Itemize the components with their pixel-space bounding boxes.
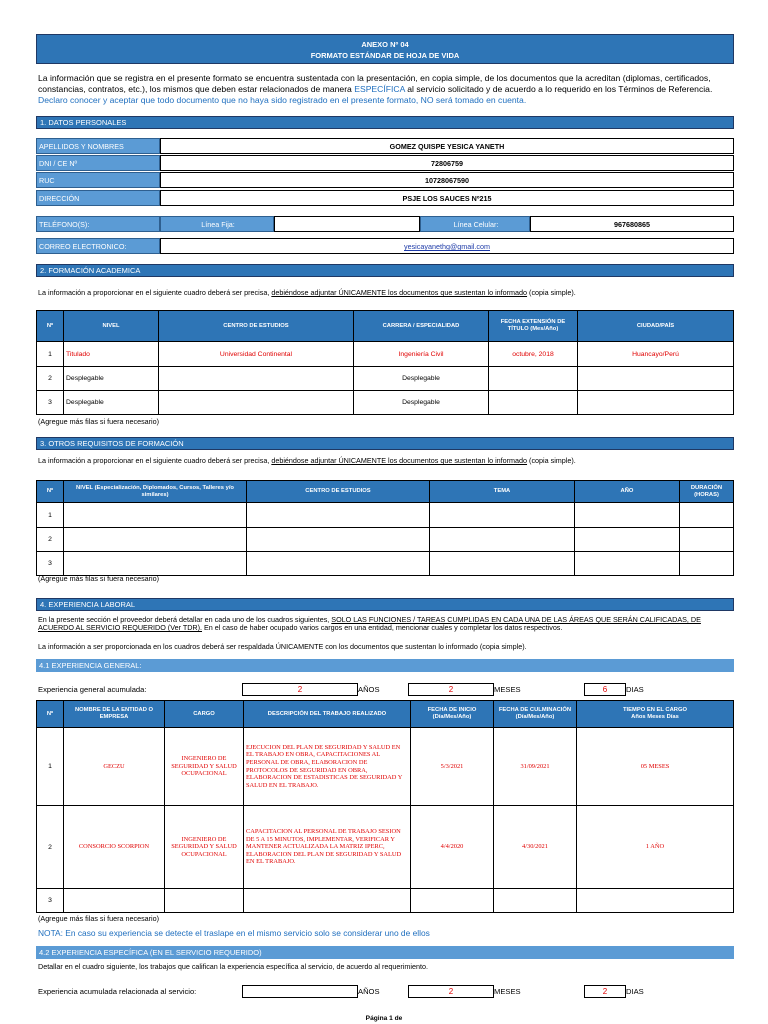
- table-row: 3 Desplegable Desplegable: [37, 391, 734, 415]
- linea-celular-value[interactable]: 967680865: [530, 216, 734, 232]
- experiencia-paragraph-1: En la presente sección el proveedor deberá detallar en cada uno de los cuadros siguientes, SOLO LAS FUNCIONES / TAREAS CUMPLIDAS EN CADA UNA DE LAS ÁREAS QUE SERÁN CALIFICADAS, DE ACUERDO AL SERVICIO REQUERIDO (Ver TDR). En el caso de haber ocupado varios cargos en una entidad, mencionar cuales y completar los datos respectivos.: [38, 615, 701, 633]
- traslape-note: NOTA: En caso su experiencia se detecte el traslape en el mismo servicio solo se considerar uno de ellos: [38, 928, 430, 938]
- dias-input[interactable]: 6: [584, 683, 626, 696]
- ruc-label: RUC: [36, 172, 160, 188]
- especifica-note: Detallar en el cuadro siguiente, los trabajos que califican la experiencia específica al servicio, de acuerdo al requerimiento.: [38, 962, 428, 971]
- table-row: 1 Titulado Universidad Continental Ingeniería Civil octubre, 2018 Huancayo/Perú: [37, 342, 734, 367]
- formacion-footer: (Agregue más filas si fuera necesario): [38, 417, 160, 426]
- anos-label: AÑOS: [358, 685, 380, 694]
- dias2-input[interactable]: 2: [584, 985, 626, 998]
- meses-label: MESES: [494, 685, 521, 694]
- email-link[interactable]: yesicayanethg@gmail.com: [404, 242, 490, 251]
- experiencia-general-table: Nº NOMBRE DE LA ENTIDAD O EMPRESA CARGO DESCRIPCIÓN DEL TRABAJO REALIZADO FECHA DE INICIO (Día/Mes/Año) FECHA DE CULMINACIÓN (Día/Mes/Año) TIEMPO EN EL CARGO Años Meses Días 1 GECZU INGENIERO DE SEGURIDAD Y SALUD OCUPACIONAL EJECUCION DEL PLAN DE SEGURIDAD Y SALUD EN EL TRABAJO EN OBRA, CAPACITACIONES AL PERSONAL DE OBRA, ELABORACION DE PROTOCOLOS DE SEGURIDAD EN OBRA, ELABORACION DE ESTADISTICAS DE SEGURIDAD Y SALUD EN EL TRABAJO. 5/3/2021 31/09/2021 05 MESES 2 CONSORCIO SCORPION INGENIERO DE SEGURIDAD Y SALUD OCUPACIONAL CAPACITACION AL PERSONAL DE TRABAJO SESION DE 5 A 15 MINUTOS, IMPLEMENTAR, VERIFICAR Y MANTENER ACTUALIZADA LA MATRIZ IPERC, ELABORACION DEL PLAN DE SEGURIDAD Y SALUD EN EL TRABAJO. 4/4/2020 4/30/2021 1 AÑO 3: [36, 700, 734, 913]
- meses-input[interactable]: 2: [408, 683, 494, 696]
- ruc-value[interactable]: 10728067590: [160, 172, 734, 188]
- formacion-note: La información a proporcionar en el siguiente cuadro deberá ser precisa, debiéndose adjuntar ÚNICAMENTE los documentos que sustentan lo informado (copia simple).: [38, 288, 576, 297]
- form-subtitle: FORMATO ESTÁNDAR DE HOJA DE VIDA: [310, 51, 460, 60]
- annex-number: ANEXO Nº 04: [361, 40, 409, 49]
- meses2-input[interactable]: 2: [408, 985, 494, 998]
- correo-label: CORREO ELECTRONICO:: [36, 238, 160, 254]
- col-carrera: CARRERA / ESPECIALIDAD: [354, 311, 489, 342]
- anos-input[interactable]: 2: [242, 683, 358, 696]
- section-experiencia-laboral: 4. EXPERIENCIA LABORAL: [36, 598, 734, 611]
- dni-value[interactable]: 72806759: [160, 155, 734, 171]
- linea-celular-label: Línea Celular:: [420, 216, 530, 232]
- otros-note: La información a proporcionar en el siguiente cuadro deberá ser precisa, debiéndose adjuntar ÚNICAMENTE los documentos que sustentan lo informado (copia simple).: [38, 456, 576, 465]
- otros-requisitos-table: Nº NIVEL (Especialización, Diplomados, Cursos, Talleres y/o similares) CENTRO DE ESTUDIOS TEMA AÑO DURACIÓN (HORAS) 1 2 3: [36, 480, 734, 576]
- declaration: Declaro conocer y aceptar que todo documento que no haya sido registrado en el presente formato, NO será tomado en cuenta.: [38, 95, 527, 105]
- dias-label: DIAS: [626, 685, 644, 694]
- intro-paragraph: La información que se registra en el presente formato se encuentra sustentada con la presentación, en copia simple, de los documentos que la acreditan (diplomas, certificados, constancias, contratos, etc.), los mismos que deben estar relacionados de manera ESPECÍFICA al servicio solicitado y de acuerdo a lo requerido en los Términos de Referencia. Declaro conocer y aceptar que todo documento que no haya sido registrado en el presente formato, NO será tomado en cuenta.: [38, 73, 713, 105]
- correo-value[interactable]: [160, 238, 734, 254]
- table-row: 2 Desplegable Desplegable: [37, 367, 734, 391]
- dni-label: DNI / CE Nº: [36, 155, 160, 171]
- linea-fija-value[interactable]: [274, 216, 420, 232]
- col-n: Nº: [37, 311, 64, 342]
- experiencia-paragraph-2: La información a ser proporcionada en los cuadros deberá ser respaldada ÚNICAMENTE con los documentos que sustentan lo informado (copia simple).: [38, 642, 527, 651]
- table-row: 2 CONSORCIO SCORPION INGENIERO DE SEGURIDAD Y SALUD OCUPACIONAL CAPACITACION AL PERSONAL DE TRABAJO SESION DE 5 A 15 MINUTOS, IMPLEMENTAR, VERIFICAR Y MANTENER ACTUALIZADA LA MATRIZ IPERC, ELABORACION DEL PLAN DE SEGURIDAD Y SALUD EN EL TRABAJO. 4/4/2020 4/30/2021 1 AÑO: [37, 806, 734, 889]
- col-tiempo: TIEMPO EN EL CARGO Años Meses Días: [577, 701, 734, 728]
- table-row: 2: [37, 528, 734, 552]
- acumulada-servicio-label: Experiencia acumulada relacionada al servicio:: [38, 987, 197, 996]
- apellidos-label: APELLIDOS Y NOMBRES: [36, 138, 160, 154]
- col-fecha: FECHA EXTENSIÓN DE TÍTULO (Mes/Año): [489, 311, 578, 342]
- table-row: 3: [37, 552, 734, 576]
- document-title: [36, 34, 734, 64]
- anos2-input[interactable]: [242, 985, 358, 998]
- col-nivel: NIVEL: [64, 311, 159, 342]
- direccion-value[interactable]: PSJE LOS SAUCES Nº215: [160, 190, 734, 206]
- table-row: 1: [37, 503, 734, 528]
- col-centro: CENTRO DE ESTUDIOS: [159, 311, 354, 342]
- formacion-academica-table: [36, 310, 734, 415]
- direccion-label: DIRECCIÓN: [36, 190, 160, 206]
- anos2-label: AÑOS: [358, 987, 380, 996]
- meses2-label: MESES: [494, 987, 521, 996]
- table-row: 3: [37, 889, 734, 913]
- otros-footer: (Agregue más filas si fuera necesario): [38, 574, 160, 583]
- section-otros-requisitos: 3. OTROS REQUISITOS DE FORMACIÓN: [36, 437, 734, 450]
- dias2-label: DIAS: [626, 987, 644, 996]
- page-number: Página 1 de: [365, 1015, 403, 1022]
- subsection-experiencia-general: 4.1 EXPERIENCIA GENERAL:: [36, 659, 734, 672]
- apellidos-value[interactable]: GOMEZ QUISPE YESICA YANETH: [160, 138, 734, 154]
- linea-fija-label: Línea Fija:: [160, 216, 274, 232]
- col-ciudad: CIUDAD/PAÍS: [578, 311, 734, 342]
- section-formacion-academica: 2. FORMACIÓN ACADEMICA: [36, 264, 734, 277]
- experiencia-footer: (Agregue más filas si fuera necesario): [38, 914, 160, 923]
- table-row: 1 GECZU INGENIERO DE SEGURIDAD Y SALUD OCUPACIONAL EJECUCION DEL PLAN DE SEGURIDAD Y SALUD EN EL TRABAJO EN OBRA, CAPACITACIONES AL PERSONAL DE OBRA, ELABORACION DE PROTOCOLOS DE SEGURIDAD EN OBRA, ELABORACION DE ESTADISTICAS DE SEGURIDAD Y SALUD EN EL TRABAJO. 5/3/2021 31/09/2021 05 MESES: [37, 728, 734, 806]
- subsection-experiencia-especifica: 4.2 EXPERIENCIA ESPECÍFICA (EN EL SERVICIO REQUERIDO): [36, 946, 734, 959]
- acumulada-label: Experiencia general acumulada:: [38, 685, 147, 694]
- telefono-label: TELÉFONO(S):: [36, 216, 160, 232]
- section-datos-personales: 1. DATOS PERSONALES: [36, 116, 734, 129]
